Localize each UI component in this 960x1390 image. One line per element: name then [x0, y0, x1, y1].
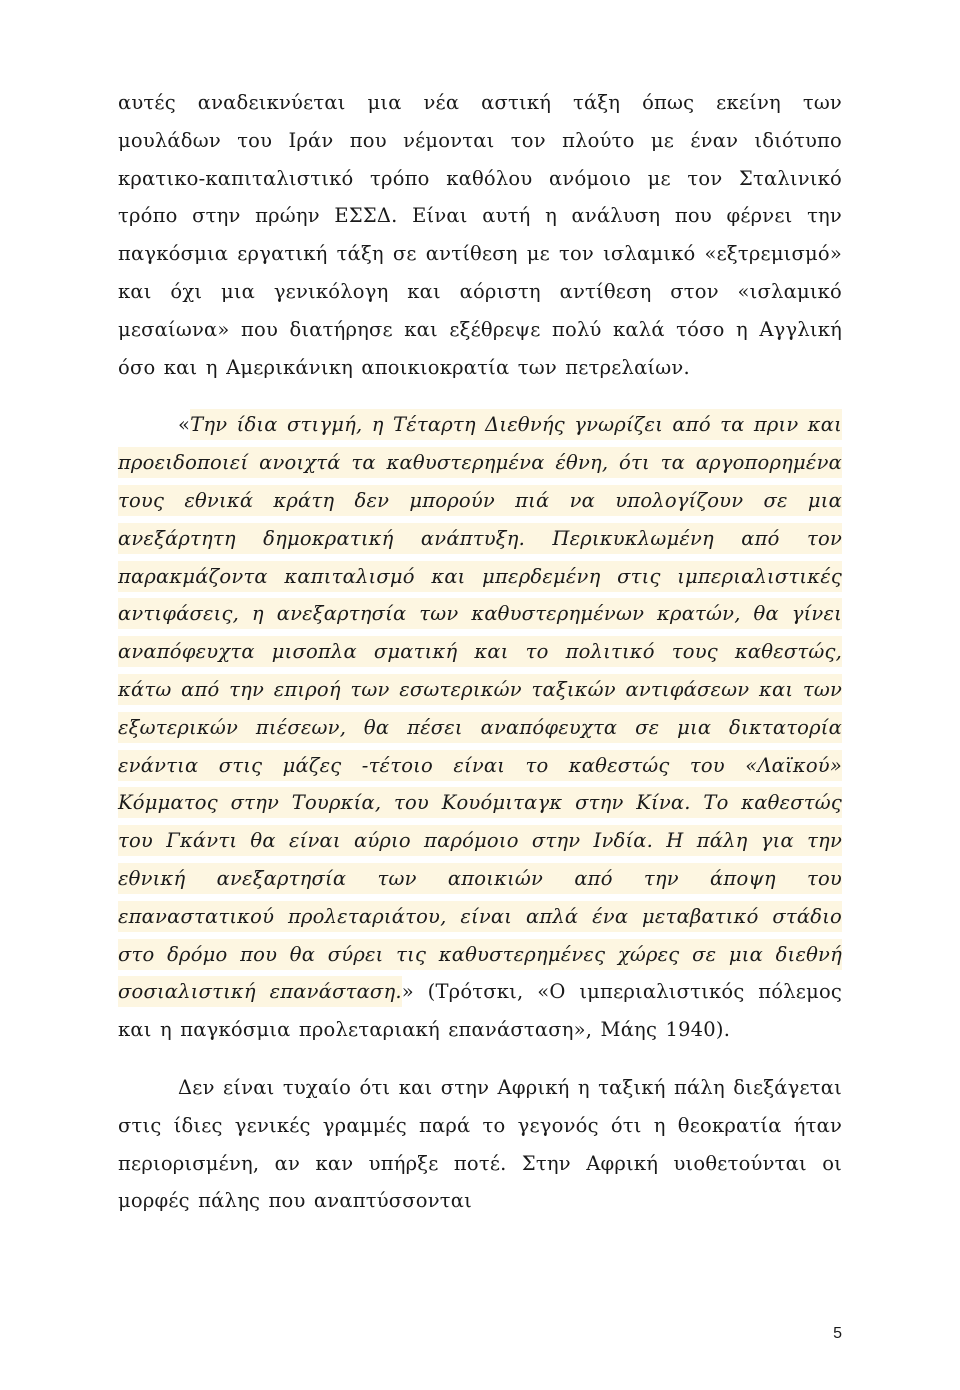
paragraph-africa-class-struggle: Δεν είναι τυχαίο ότι και στην Αφρική η ταξική πάλη διεξάγεται στις ίδιες γενικές γραμμές παρά το γεγονός ότι η θεοκρατία ήταν περιορισμένη, αν καν υπήρξε ποτέ. Στην Αφρική υιοθετούνται οι μορφές πάλης που αναπτύσσονται: [118, 1075, 842, 1213]
highlighted-quote: Την ίδια στιγμή, η Τέταρτη Διεθνής γνωρίζει από τα πριν και προειδοποιεί ανοιχτά τα καθυστερημένα έθνη, ότι τα αργοπορημένα τους εθνικά κράτη δεν μπορούν πιά να υπολογίζουν σε μια ανεξάρτητη δημοκρατική ανάπτυξη. Περικυκλωμένη από τον παρακμάζοντα καπιταλισμό και μπερδεμένη στις ιμπεριαλιστικές αντιφάσεις, η ανεξαρτησία των καθυστερημένων κρατών, θα γίνει αναπόφευχτα μισοπλα σματική και το πολιτικό τους καθεστώς, κάτω από την επιροή των εσωτερικών ταξικών αντιφάσεων και των εξωτερικών πιέσεων, θα πέσει αναπόφευχτα σε μια δικτατορία ενάντια στις μάζες -τέτοιο είναι το καθεστώς του «Λαϊκού» Κόμματος στην Τουρκία, του Κουόμιταγκ στην Κίνα. Το καθεστώς του Γκάντι θα είναι αύριο παρόμοιο στην Ινδία. Η πάλη για την εθνική ανεξαρτησία των αποικιών από την άποψη του επαναστατικού προλεταριάτου, είναι απλά ένα μεταβατικό στάδιο στο δρόμο που θα σύρει τις καθυστερημένες χώρες σε μια διεθνή σοσιαλιστική επανάσταση.: [118, 409, 842, 1007]
document-page: [118, 84, 842, 1220]
open-quote-mark: «: [178, 413, 191, 437]
paragraph-trotsky-quote: [118, 406, 842, 1049]
quote-citation: » (Τρότσκι, «Ο ιμπεριαλιστικός πόλεμος και η παγκόσμια προλεταριακή επανάσταση», Μάης 1940).: [118, 980, 843, 1042]
page-number: 5: [833, 1325, 842, 1342]
paragraph-mullahs-analysis: αυτές αναδεικνύεται μια νέα αστική τάξη όπως εκείνη των μουλάδων του Ιράν που νέμονται τον πλούτο με έναν ιδιότυπο κρατικο-καπιταλιστικό τρόπο καθόλου ανόμοιο με τον Σταλινικό τρόπο στην πρώην ΕΣΣΔ. Είναι αυτή η ανάλυση που φέρνει την παγκόσμια εργατική τάξη σε αντίθεση με τον ισλαμικό «εξτρεμισμό» και όχι μια γενικόλογη και αόριστη αντίθεση στον «ισλαμικό μεσαίωνα» που διατήρησε και εξέθρεψε πολύ καλά τόσο η Αγγλική όσο και η Αμερικάνικη αποικιοκρατία των πετρελαίων.: [118, 91, 842, 379]
